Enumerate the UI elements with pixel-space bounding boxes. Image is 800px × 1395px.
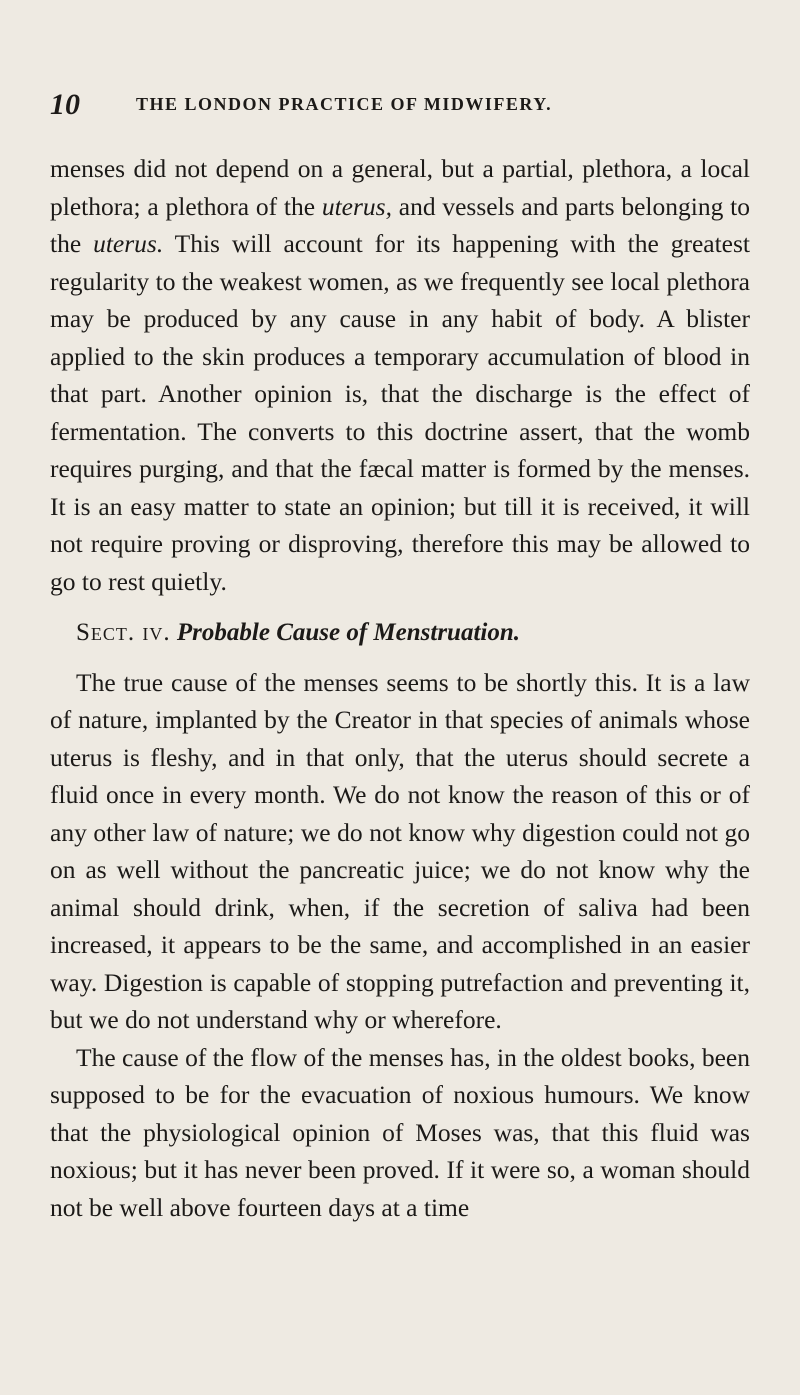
paragraph-1 xyxy=(50,150,750,600)
section-heading xyxy=(76,614,750,652)
paragraph-1-italic-a: uterus, xyxy=(321,191,392,221)
section-title: Probable Cause of Menstruation. xyxy=(176,619,521,646)
paragraph-1-text-c: This will account for its happening with the greatest regularity to the weakest women, as we frequently see local plethora may be produced by any cause in any habit of body. A blister applied to the skin produces a temporary accumulation of blood in that part. Another opinion is, that the discharge is the effect of fermentation. The converts to this doctrine assert, that the womb requires purging, and that the fæcal matter is formed by the menses. It is an easy matter to state an opinion; but till it is received, it will not require proving or disproving, therefore this may be allowed to go to rest quietly. xyxy=(50,229,750,596)
running-head: THE LONDON PRACTICE OF MIDWIFERY. xyxy=(136,94,553,114)
paragraph-2: The true cause of the menses seems to be shortly this. It is a law of nature, implanted by the Creator in that species of animals whose uterus is fleshy, and in that only, that the uterus should secrete a fluid once in every month. We do not know the reason of this or of any other law of nature; we do not know why digestion could not go on as well without the pancreatic juice; we do not know why the animal should drink, when, if the secretion of saliva had been increased, it appears to be the same, and accomplished in an easier way. Digestion is capable of stopping putrefaction and preventing it, but we do not understand why or wherefore. xyxy=(50,667,750,1034)
section-label: Sect. iv. xyxy=(76,619,171,646)
paragraph-1-text-a: menses did not depend on a general, but a partial, plethora, a local plethora; a plethora of the xyxy=(50,154,750,221)
paragraph-3: The cause of the flow of the menses has, in the oldest books, been supposed to be for the evacuation of noxious humours. We know that the physiological opinion of Moses was, that this fluid was noxious; but it has never been proved. If it were so, a woman should not be well above fourteen days at a time xyxy=(50,1042,750,1222)
page-header xyxy=(50,88,750,124)
paragraph-1-italic-b: uterus. xyxy=(93,229,164,258)
paragraph-1-text-b: and vessels and parts belonging to the xyxy=(50,191,750,258)
page-number: 10 xyxy=(50,88,80,121)
